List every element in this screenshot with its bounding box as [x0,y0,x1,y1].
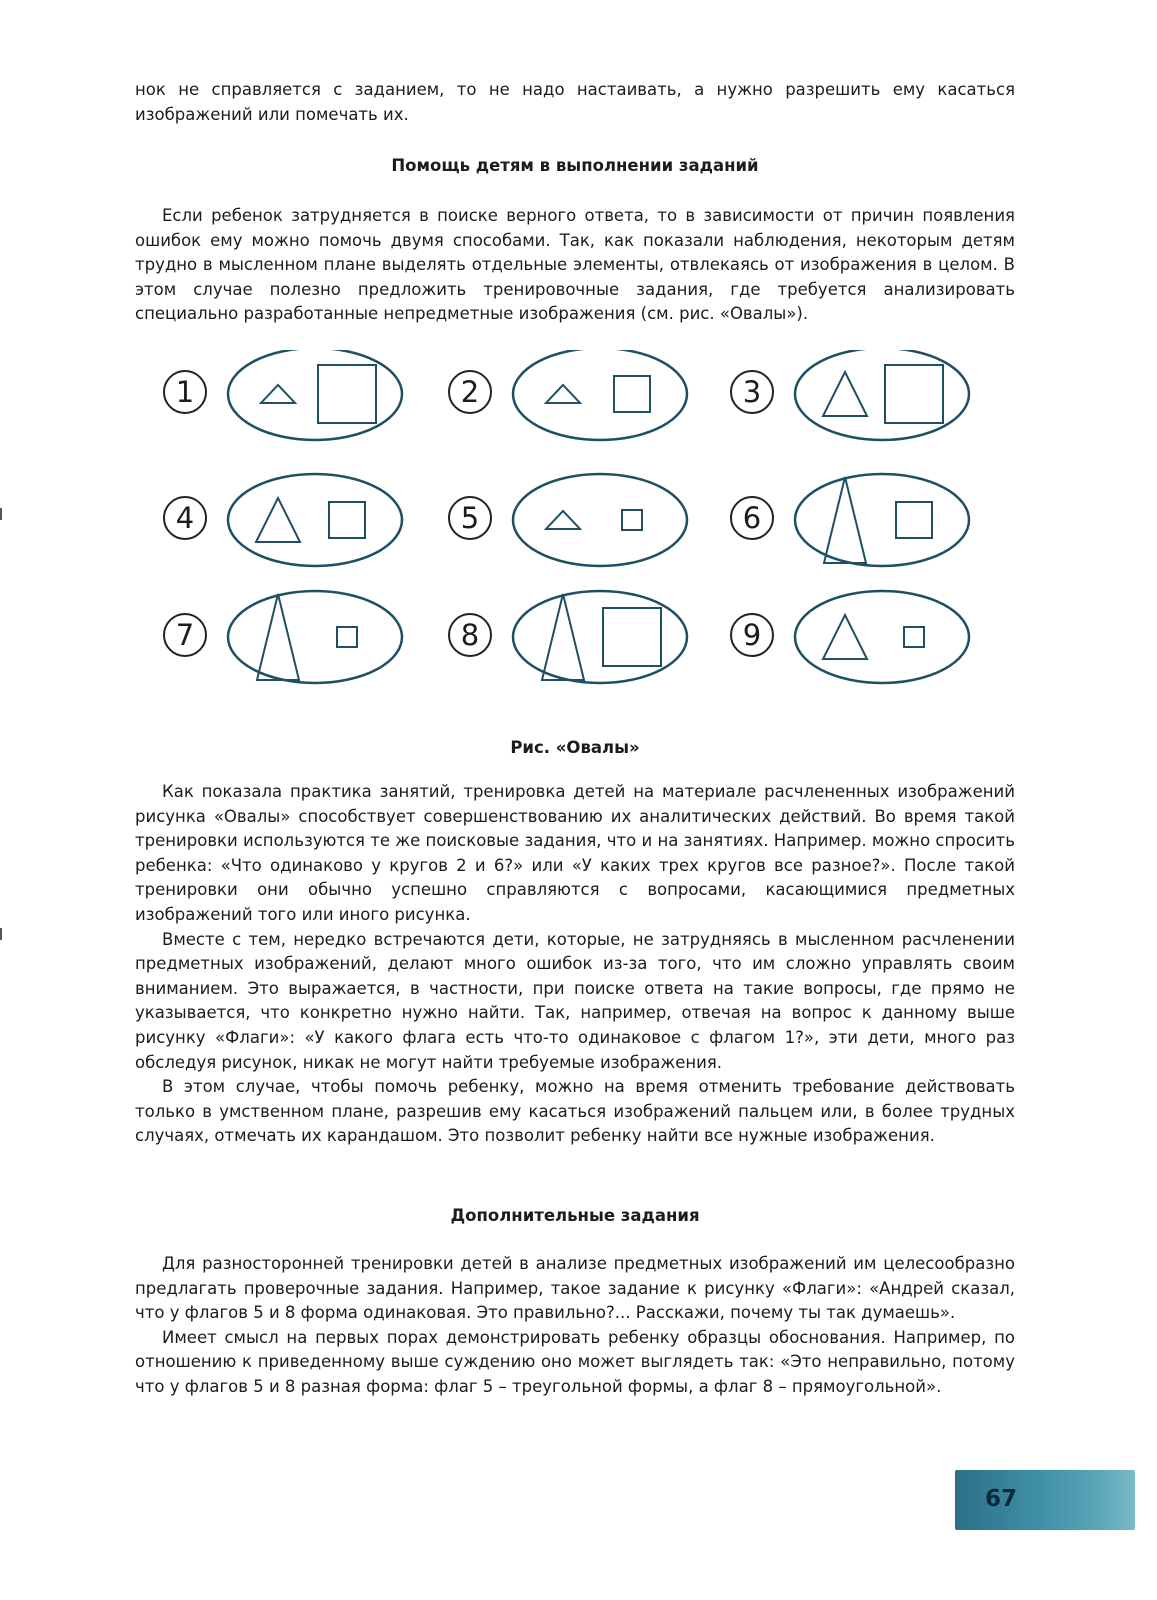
number-label: 1 [175,375,195,409]
section-heading-help: Помощь детям в выполнении заданий [391,156,759,175]
figure-caption: Рис. «Овалы» [510,738,640,757]
number-label: 5 [460,501,480,535]
page-number-badge [955,1470,1135,1530]
square-shape [885,365,943,423]
ovals-figure [150,350,1000,710]
ovals-drawing [150,350,1000,710]
triangle-shape [823,372,867,416]
oval-outline [513,350,687,440]
triangle-shape [257,594,299,680]
number-label: 7 [175,618,195,652]
oval-outline [228,474,402,566]
body-paragraph-1: Как показала практика занятий, тренировка детей на материале расчлененных изображений рисунка «Овалы» способствует совершенствованию их аналитических действий. Во время такой тренировки используются те же поисковые задания, что и на занятиях. Например. можно спросить ребенка: «Что одинаково у кругов 2 и 6?» или «У каких трех кругов все разное?». После такой тренировки они обычно успешно справляются с вопросами, касающимися предметных изображений того или иного рисунка. [135,782,1015,924]
number-label: 3 [742,375,762,409]
scan-edge-mark [0,508,2,520]
square-shape [318,365,376,423]
oval-outline [795,591,969,683]
oval-outline [795,474,969,566]
section-help-text [135,204,1015,327]
square-shape [896,502,932,538]
triangle-shape [261,385,295,403]
body-paragraph-2: Вместе с тем, нередко встречаются дети, которые, не затрудняясь в мысленном расчленении предметных изображений, делают много ошибок из-за того, что им сложно управлять своим вниманием. Это выражается, в частности, при поиске ответа на такие вопросы, где прямо не указывается, что конкретно нужно найти. Так, например, отвечая на вопрос к данному выше рисунку «Флаги»: «У какого флага есть что-то одинаковое с флагом 1?», эти дети, много раз обследуя рисунок, никак не могут найти требуемые изображения. [135,929,1015,1072]
square-shape [904,627,924,647]
help-paragraph: Если ребенок затрудняется в поиске верного ответа, то в зависимости от причин появления ошибок ему можно помочь двумя способами. Так, как показали наблюдения, некоторым детям трудно в мысленном плане выделять отдельные элементы, отвлекаясь от изображения в целом. В этом случае полезно предложить тренировочные задания, где требуется анализировать специально разработанные непредметные изображения (см. рис. «Овалы»). [135,206,1015,324]
scan-edge-mark [0,928,2,940]
triangle-shape [256,498,300,542]
continued-paragraph [135,78,1015,127]
oval-outline [228,591,402,683]
page-number: 67 [985,1486,1018,1512]
triangle-shape [542,594,584,680]
body-text [135,780,1015,1149]
number-label: 2 [460,375,480,409]
triangle-shape [546,511,580,529]
square-shape [337,627,357,647]
section-heading-additional: Дополнительные задания [450,1206,700,1225]
square-shape [603,608,661,666]
section-additional-text [135,1252,1015,1400]
additional-paragraph-1: Для разносторонней тренировки детей в анализе предметных изображений им целесообразно предлагать проверочные задания. Например, такое задание к рисунку «Флаги»: «Андрей сказал, что у флагов 5 и 8 форма одинаковая. Это правильно?... Расскажи, почему ты так думаешь». [135,1254,1015,1323]
square-shape [622,510,642,530]
triangle-shape [824,477,866,563]
top-paragraph: нок не справляется с заданием, то не надо настаивать, а нужно разрешить ему касаться изображений или помечать их. [135,80,1015,124]
square-shape [329,502,365,538]
number-label: 9 [742,618,762,652]
square-shape [614,376,650,412]
number-label: 8 [460,618,480,652]
number-label: 4 [175,501,195,535]
triangle-shape [823,615,867,659]
number-label: 6 [742,501,762,535]
additional-paragraph-2: Имеет смысл на первых порах демонстрировать ребенку образцы обоснования. Например, по отношению к приведенному выше суждению оно может выглядеть так: «Это неправильно, потому что у флагов 5 и 8 разная форма: флаг 5 – треугольной формы, а флаг 8 – прямоугольной». [135,1327,1015,1396]
triangle-shape [546,385,580,403]
oval-outline [513,474,687,566]
body-paragraph-3: В этом случае, чтобы помочь ребенку, можно на время отменить требование действовать только в умственном плане, разрешив ему касаться изображений пальцем или, в более трудных случаях, отмечать их карандашом. Это позволит ребенку найти все нужные изображения. [135,1077,1015,1146]
